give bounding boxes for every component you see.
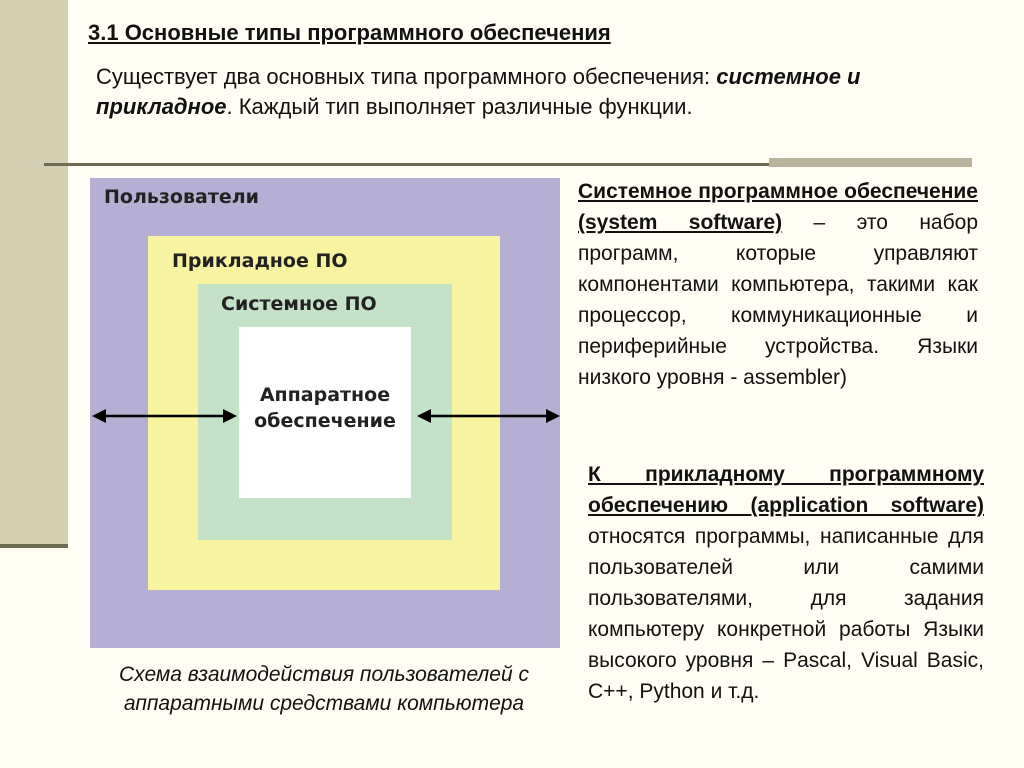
- arrows: [90, 178, 560, 648]
- application-software-term: К прикладному программному обеспечению (application software): [588, 463, 984, 517]
- hardware-label: Аппаратное обеспечение: [254, 384, 396, 432]
- sidebar-decoration: [0, 0, 68, 548]
- intro-text: [96, 62, 956, 122]
- system-software-description: – это набор программ, которые управляют компонентами компьютера, такими как процессор, коммуникационные и периферийные устройства. Языки низкого уровня - assembler): [578, 211, 979, 389]
- application-label: Прикладное ПО: [172, 250, 348, 272]
- system-software-term: Системное программное обеспечение (system software): [578, 180, 978, 234]
- right-double-arrow: [417, 409, 560, 423]
- diagram-caption: Схема взаимодействия пользователей с аппаратными средствами компьютера: [119, 663, 529, 715]
- system-software-paragraph: [578, 176, 978, 393]
- header-rule-accent: [769, 158, 972, 167]
- slide-title: 3.1 Основные типы программного обеспечения: [88, 20, 611, 45]
- intro-tail: . Каждый тип выполняет различные функции.: [226, 94, 693, 119]
- intro-emphasis: системное и прикладное: [96, 64, 861, 119]
- sidebar-divider: [0, 544, 68, 548]
- left-double-arrow: [92, 409, 237, 423]
- application-software-description: относятся программы, написанные для пользователей или самими пользователями, для задания компьютеру конкретной работы Языки высокого уровня – Pascal, Visual Basic, C++, Python и т.д.: [588, 525, 984, 703]
- intro-lead: Существует два основных типа программного обеспечения:: [96, 64, 711, 89]
- layers-diagram: [90, 178, 560, 648]
- application-software-paragraph: [588, 459, 984, 707]
- users-label: Пользователи: [104, 186, 259, 208]
- header-rule: [44, 163, 769, 166]
- system-label: Системное ПО: [221, 293, 377, 315]
